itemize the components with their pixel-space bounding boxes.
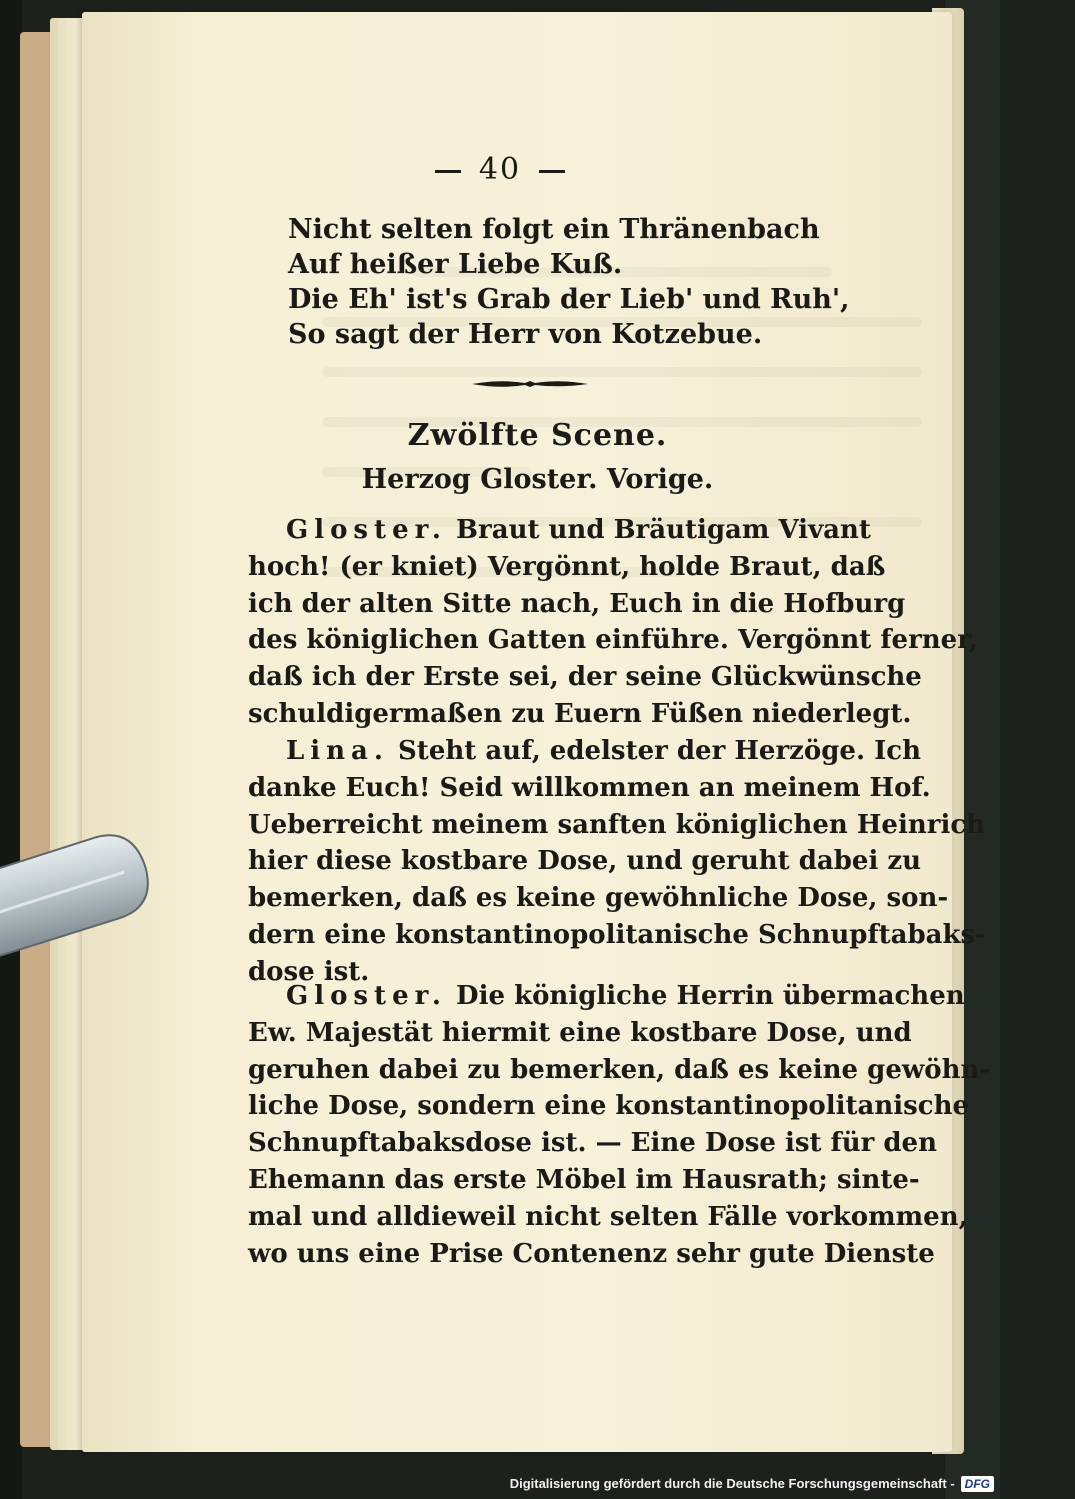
dialogue-line: liche Dose, sondern eine konstantinopolitanische <box>248 1091 970 1122</box>
digitization-credit <box>510 1473 994 1495</box>
dfg-logo: DFG <box>961 1476 994 1492</box>
dialogue-line <box>248 978 965 1015</box>
page-number-dash-left <box>435 170 461 173</box>
speaker-name: Lina. <box>286 736 389 766</box>
dialogue-line: Ueberreicht meinem sanften königlichen Heinrich <box>248 809 986 840</box>
section-divider-ornament <box>470 376 590 390</box>
verse-block <box>288 212 850 352</box>
dialogue-text: Braut und Bräutigam Vivant <box>456 515 871 545</box>
scene-characters: Herzog Gloster. Vorige. <box>361 464 714 495</box>
dialogue-line: bemerken, daß es keine gewöhnliche Dose, son- <box>248 883 949 914</box>
dialogue-line: wo uns eine Prise Contenenz sehr gute Dienste <box>248 1238 935 1269</box>
verse-line: Nicht selten folgt ein Thränenbach <box>288 214 820 245</box>
dialogue-line: des königlichen Gatten einführe. Vergönnt ferner, <box>248 625 979 656</box>
verse-line: Auf heißer Liebe Kuß. <box>288 249 623 280</box>
dialogue-line: mal und alldieweil nicht selten Fälle vorkommen, <box>248 1201 968 1232</box>
dialogue-line: daß ich der Erste sei, der seine Glückwünsche <box>248 662 922 693</box>
dialogue-paragraph <box>248 733 986 991</box>
speaker-name: Gloster. <box>286 515 447 545</box>
dialogue-line: schuldigermaßen zu Euern Füßen niederlegt. <box>248 698 912 729</box>
dialogue-paragraph <box>248 512 979 733</box>
dialogue-line: danke Euch! Seid willkommen an meinem Hof. <box>248 772 931 803</box>
dialogue-paragraph <box>248 978 991 1272</box>
verse-line: So sagt der Herr von Kotzebue. <box>288 319 763 350</box>
scene-title: Zwölfte Scene. <box>407 418 668 453</box>
dialogue-text: Steht auf, edelster der Herzöge. Ich <box>398 736 921 766</box>
speaker-name: Gloster. <box>286 981 447 1011</box>
dialogue-line: dose ist. <box>248 956 370 987</box>
dialogue-line: hier diese kostbare Dose, und geruht dabei zu <box>248 846 922 877</box>
page-number <box>0 152 1000 187</box>
dialogue-text: Die königliche Herrin übermachen <box>456 981 965 1011</box>
dialogue-line: Ehemann das erste Möbel im Hausrath; sinte- <box>248 1164 920 1195</box>
dialogue-line: hoch! (er kniet) Vergönnt, holde Braut, daß <box>248 551 886 582</box>
dialogue-line: Ew. Majestät hiermit eine kostbare Dose, und <box>248 1017 912 1048</box>
credit-text: Digitalisierung gefördert durch die Deutsche Forschungsgemeinschaft - <box>509 1476 955 1491</box>
dialogue-line: ich der alten Sitte nach, Euch in die Hofburg <box>248 588 906 619</box>
dialogue-line: Schnupftabaksdose ist. — Eine Dose ist für den <box>248 1128 937 1159</box>
dialogue-line <box>248 512 871 549</box>
page-number-value: 40 <box>478 152 522 187</box>
page-number-dash-right <box>539 170 565 173</box>
verse-line: Die Eh' ist's Grab der Lieb' und Ruh', <box>288 284 850 315</box>
dialogue-line <box>248 733 921 770</box>
dialogue-line: dern eine konstantinopolitanische Schnupftabaks- <box>248 919 986 950</box>
dialogue-line: geruhen dabei zu bemerken, daß es keine gewöhn- <box>248 1054 991 1085</box>
